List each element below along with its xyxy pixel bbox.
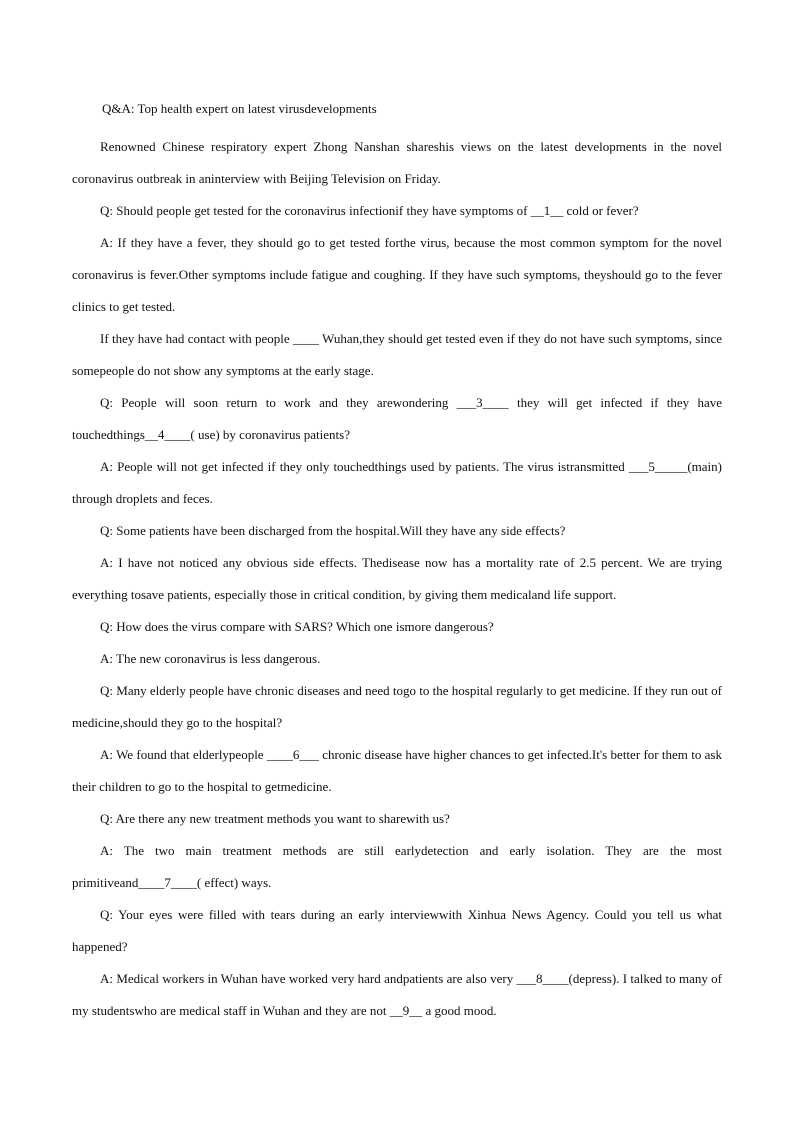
question-3: Q: Some patients have been discharged from the hospital.Will they have any side effects? xyxy=(100,523,566,538)
answer-3: A: I have not noticed any obvious side effects. Thedisease now has a mortality rate of 2.5 percent. We are trying everything tosave patients, especially those in critical condition, by giving them medicaland life support. xyxy=(72,555,722,602)
question-5: Q: Many elderly people have chronic diseases and need togo to the hospital regularly to get medicine. If they run out of medicine,should they go to the hospital? xyxy=(72,683,722,730)
answer-1: A: If they have a fever, they should go to get tested forthe virus, because the most common symptom for the novel coronavirus is fever.Other symptoms include fatigue and coughing. If they have such symptoms, theyshould go to the fever clinics to get tested. xyxy=(72,235,722,314)
answer-7: A: Medical workers in Wuhan have worked very hard andpatients are also very ___8____(depress). I talked to many of my studentswho are medical staff in Wuhan and they are not __9__ a good mood. xyxy=(72,971,722,1018)
question-2: Q: People will soon return to work and they arewondering ___3____ they will get infected if they have touchedthings__4____( use) by coronavirus patients? xyxy=(72,395,722,442)
answer-6: A: The two main treatment methods are still earlydetection and early isolation. They are the most primitiveand____7____( effect) ways. xyxy=(72,843,722,890)
answer-1-continued: If they have had contact with people ____ Wuhan,they should get tested even if they do not have such symptoms, since somepeople do not show any symptoms at the early stage. xyxy=(72,331,722,378)
answer-2: A: People will not get infected if they only touchedthings used by patients. The virus istransmitted ___5_____(main) through droplets and feces. xyxy=(72,459,722,506)
question-6: Q: Are there any new treatment methods you want to sharewith us? xyxy=(100,811,450,826)
document-page xyxy=(72,99,722,1027)
answer-4: A: The new coronavirus is less dangerous. xyxy=(100,651,321,666)
question-4: Q: How does the virus compare with SARS? Which one ismore dangerous? xyxy=(100,619,494,634)
question-7: Q: Your eyes were filled with tears during an early interviewwith Xinhua News Agency. Could you tell us what happened? xyxy=(72,907,722,954)
answer-5: A: We found that elderlypeople ____6___ chronic disease have higher chances to get infected.It's better for them to ask their children to go to the hospital to getmedicine. xyxy=(72,747,722,794)
document-title: Q&A: Top health expert on latest virusdevelopments xyxy=(102,101,377,116)
question-1: Q: Should people get tested for the coronavirus infectionif they have symptoms of __1__ cold or fever? xyxy=(100,203,639,218)
paragraph-intro: Renowned Chinese respiratory expert Zhong Nanshan shareshis views on the latest developments in the novel coronavirus outbreak in aninterview with Beijing Television on Friday. xyxy=(72,139,722,186)
